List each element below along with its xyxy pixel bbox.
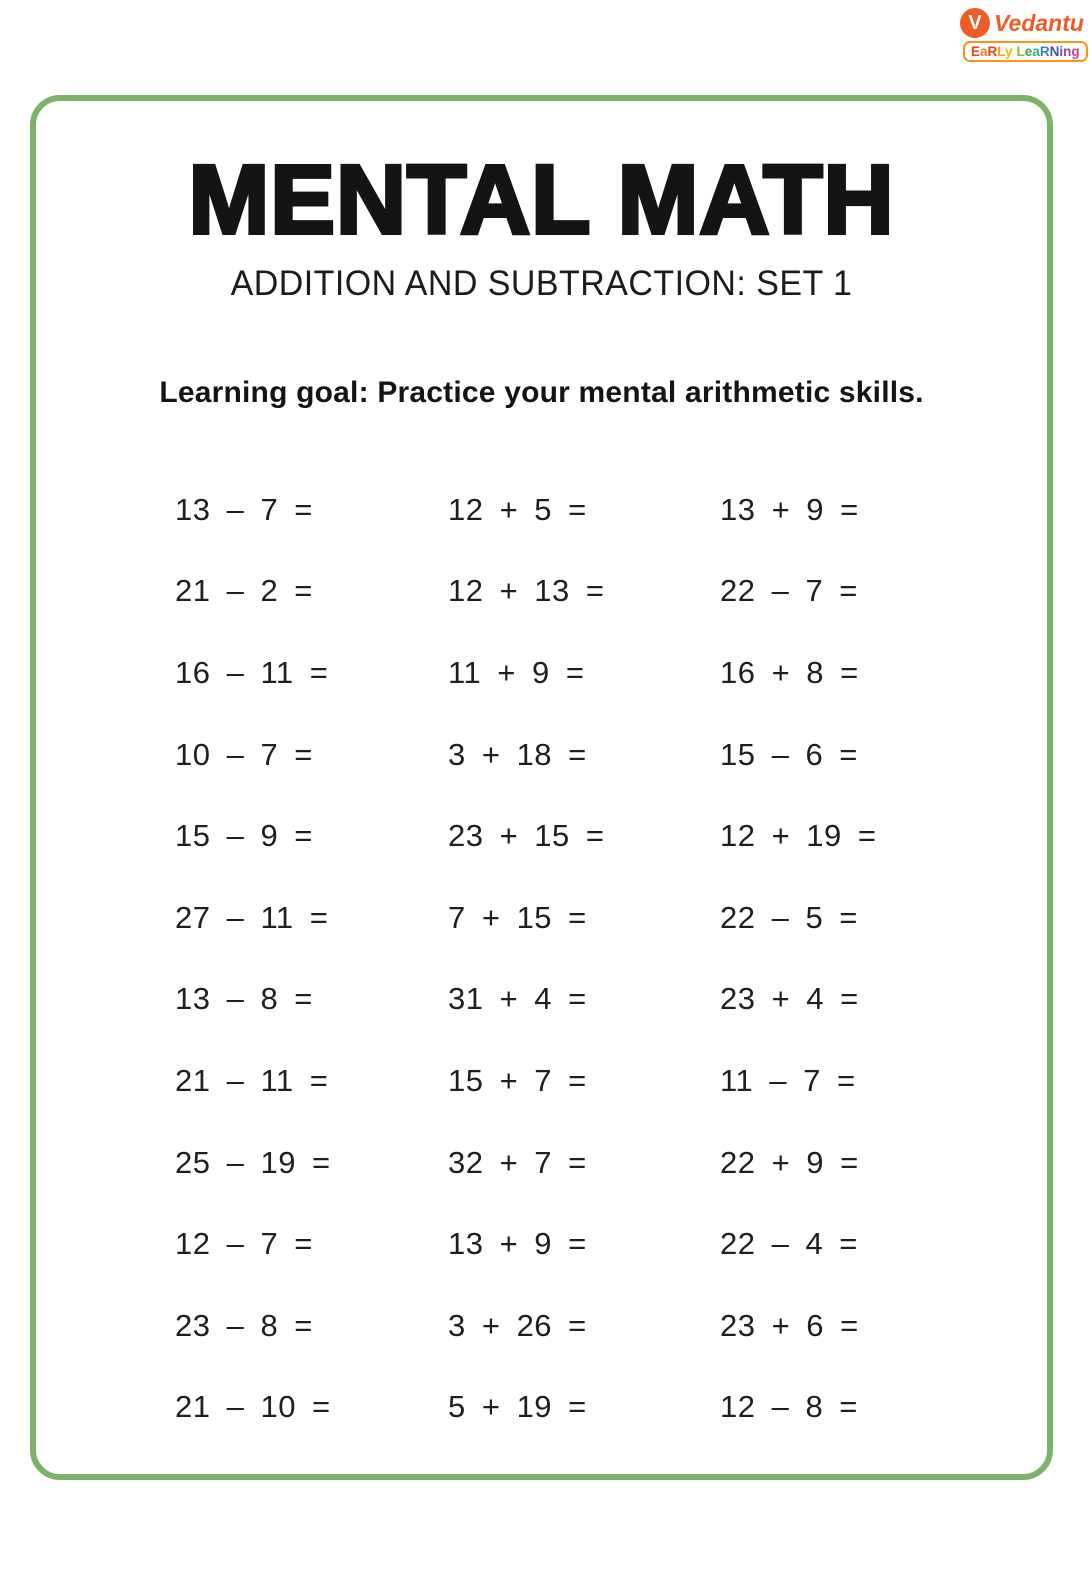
problem-cell: 12 – 8 = xyxy=(720,1389,858,1425)
problem-cell: 12 + 19 = xyxy=(720,818,877,854)
learning-goal-text: Learning goal: Practice your mental arithmetic skills. xyxy=(159,376,924,409)
problem-cell: 12 + 5 = xyxy=(448,491,587,527)
problem-cell: 31 + 4 = xyxy=(448,981,587,1017)
worksheet-title: MENTAL MATH xyxy=(188,145,895,254)
problem-cell: 15 – 9 = xyxy=(175,818,313,854)
problem-cell: 13 + 9 = xyxy=(448,1226,587,1262)
problem-cell: 11 + 9 = xyxy=(448,654,585,690)
problem-cell: 10 – 7 = xyxy=(175,736,313,772)
worksheet-subtitle: ADDITION AND SUBTRACTION: SET 1 xyxy=(230,264,853,303)
problem-cell: 27 – 11 = xyxy=(175,899,329,935)
problem-cell: 21 – 11 = xyxy=(175,1062,329,1098)
problem-cell: 15 + 7 = xyxy=(448,1062,587,1098)
badge-word: LeaRNing xyxy=(1016,44,1080,59)
problem-cell: 5 + 19 = xyxy=(448,1389,587,1425)
problem-cell: 21 – 2 = xyxy=(175,573,313,609)
problem-cell: 23 – 8 = xyxy=(175,1307,313,1343)
problem-cell: 23 + 4 = xyxy=(720,981,859,1017)
problem-cell: 3 + 18 = xyxy=(448,736,587,772)
problem-cell: 22 – 5 = xyxy=(720,899,858,935)
problem-cell: 23 + 6 = xyxy=(720,1307,859,1343)
problem-cell: 22 – 4 = xyxy=(720,1226,858,1262)
problem-cell: 21 – 10 = xyxy=(175,1389,331,1425)
vedantu-v-icon: V xyxy=(960,8,990,38)
problems-grid xyxy=(175,469,1027,1448)
vedantu-brand-text: Vedantu xyxy=(994,9,1084,36)
problem-cell: 25 – 19 = xyxy=(175,1144,331,1180)
problem-cell: 16 + 8 = xyxy=(720,654,859,690)
problem-cell: 12 + 13 = xyxy=(448,573,605,609)
problem-cell: 13 – 7 = xyxy=(175,491,313,527)
badge-word: EaRLy xyxy=(971,44,1013,59)
problem-cell: 12 – 7 = xyxy=(175,1226,313,1262)
problem-cell: 7 + 15 = xyxy=(448,899,587,935)
problem-cell: 22 – 7 = xyxy=(720,573,858,609)
problem-cell: 22 + 9 = xyxy=(720,1144,859,1180)
problem-cell: 13 – 8 = xyxy=(175,981,313,1017)
problem-cell: 23 + 15 = xyxy=(448,818,605,854)
problem-cell: 15 – 6 = xyxy=(720,736,858,772)
vedantu-logo xyxy=(963,8,1084,62)
problem-cell: 32 + 7 = xyxy=(448,1144,587,1180)
worksheet-frame xyxy=(30,95,1053,1480)
early-learning-badge xyxy=(963,41,1088,62)
problem-cell: 11 – 7 = xyxy=(720,1062,856,1098)
problem-cell: 13 + 9 = xyxy=(720,491,859,527)
problem-cell: 16 – 11 = xyxy=(175,654,329,690)
problem-cell: 3 + 26 = xyxy=(448,1307,587,1343)
